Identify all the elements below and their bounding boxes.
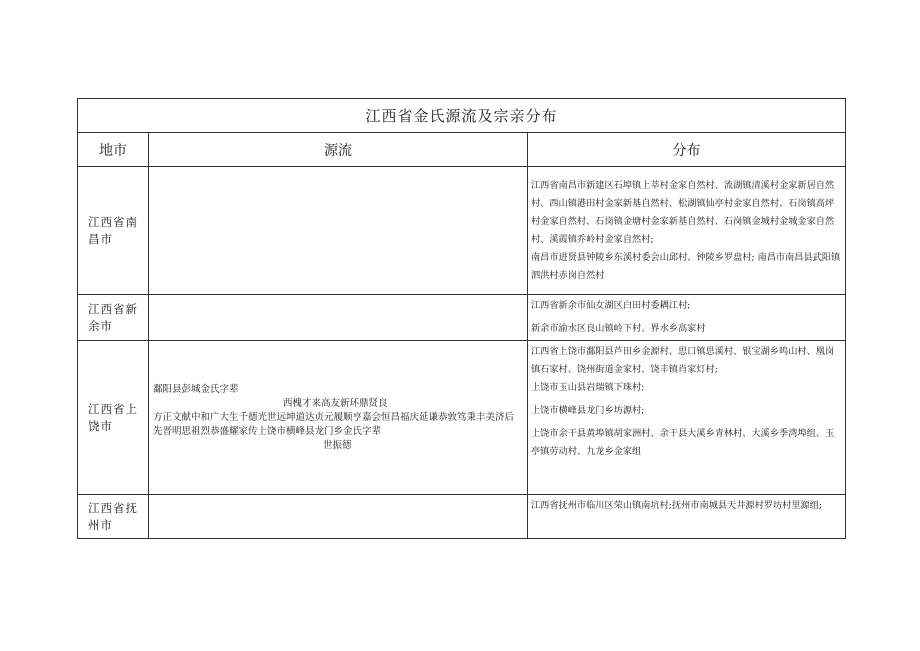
source-line: 西槐才来高友新环鼎贤良 (283, 397, 388, 409)
distribution-line: 上饶市横峰县龙门乡坊源村; (531, 405, 645, 416)
table-row (78, 495, 846, 539)
distribution-cell (528, 341, 846, 495)
title-row (78, 99, 846, 133)
source-line: 方正文献中和广大生千德光世远坤道达贞元履顺亨嘉会恒昌福庆延谦恭敦笃秉丰美济后先晋明思祖烈恭盛耀家传上饶市横峰县龙门乡金氏字辈 (153, 411, 515, 437)
source-line: 世振德 (323, 439, 352, 451)
distribution-line: 江西省新余市仙女湖区白田村委耦江村; (531, 300, 691, 311)
city-cell: 江西省抚州市 (78, 495, 149, 539)
table-title: 江西省金氏源流及宗亲分布 (78, 99, 846, 133)
source-cell (149, 495, 528, 539)
source-cell (149, 167, 528, 295)
distribution-line: 南昌市进贤县钟陵乡东溪村委会山邱村、钟陵乡罗盘村; 南昌市南昌县武阳镇泗洪村赤岗自然村 (531, 251, 841, 281)
city-cell: 江西省上饶市 (78, 341, 149, 495)
distribution-cell (528, 167, 846, 295)
header-distribution: 分布 (528, 133, 846, 167)
distribution-cell (528, 295, 846, 341)
city-cell: 江西省新余市 (78, 295, 149, 341)
table-row (78, 341, 846, 495)
header-row (78, 133, 846, 167)
distribution-line: 上饶市余干县黄埠镇胡家洲村、余干县大溪乡青林村、大溪乡季湾埠组、玉亭镇劳动村、九龙乡金家组 (531, 428, 835, 457)
distribution-line: 上饶市玉山县岩瑞镇下珠村; (531, 382, 645, 393)
distribution-cell (528, 495, 846, 539)
distribution-line: 江西省南昌市新建区石埠镇上莘村金家自然村、流湖镇清溪村金家新居自然村、西山镇港田村金家新基自然村、松湖镇仙亭村金家自然村、石岗镇高坪村金家自然村、石岗镇金塘村金家新基自然村、石岗镇金城村金城金家自然村、溪霞镇乔岭村金家自然村; (531, 179, 835, 245)
city-cell: 江西省南昌市 (78, 167, 149, 295)
distribution-line: 江西省上饶市鄱阳县芦田乡金源村、思口镇思溪村、银宝湖乡鸣山村、凰岗镇石家村、饶州街道金家村、饶丰镇肖家灯村; (531, 346, 835, 375)
distribution-line: 新余市渝水区良山镇岭下村、界水乡高家村 (531, 323, 706, 334)
header-city: 地市 (78, 133, 149, 167)
table-row (78, 295, 846, 341)
distribution-line: 江西省抚州市临川区荣山镇南坑村;抚州市南城县天井源村罗坊村里源组; (531, 500, 823, 511)
header-source: 源流 (149, 133, 528, 167)
distribution-table (77, 98, 846, 539)
table-row (78, 167, 846, 295)
source-cell (149, 295, 528, 341)
source-cell (149, 341, 528, 495)
source-line: 鄱阳县彭城金氏字辈 (153, 383, 239, 395)
